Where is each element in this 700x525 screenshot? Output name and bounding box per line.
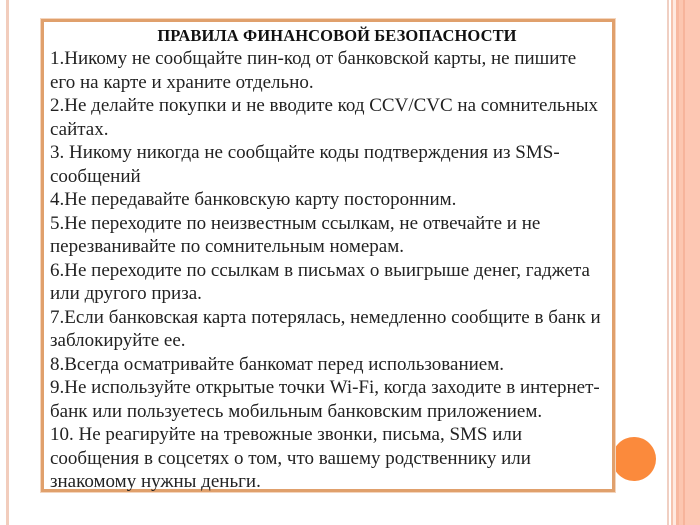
rule-item-1: 1.Никому не сообщайте пин-код от банковской карты, не пишите его на карте и храните отдельно. xyxy=(50,48,577,93)
slide-title: ПРАВИЛА ФИНАНСОВОЙ БЕЗОПАСНОСТИ xyxy=(157,26,517,45)
rule-item-2: 2.Не делайте покупки и не вводите код CCV/CVC на сомнительных сайтах. xyxy=(50,95,599,140)
rule-item-7: 7.Если банковская карта потерялась, немедленно сообщите в банк и заблокируйте ее. xyxy=(50,306,601,351)
rules-list xyxy=(50,47,604,494)
orange-circle-decoration xyxy=(612,437,656,481)
rule-item-5: 5.Не переходите по неизвестным ссылкам, не отвечайте и не перезванивайте по сомнительным номерам. xyxy=(50,212,541,257)
rules-text-box xyxy=(41,19,615,492)
rule-item-6: 6.Не переходите по ссылкам в письмах о выигрыше денег, гаджета или другого приза. xyxy=(50,259,590,304)
rule-item-4: 4.Не передавайте банковскую карту посторонним. xyxy=(50,189,457,210)
left-decorative-line xyxy=(6,0,9,525)
rule-item-3: 3. Никому никогда не сообщайте коды подтверждения из SMS-сообщений xyxy=(50,142,560,187)
rule-item-8: 8.Всегда осматривайте банкомат перед использованием. xyxy=(50,353,504,375)
rule-item-10: 10. Не реагируйте на тревожные звонки, письма, SMS или сообщения в соцсетях о том, что вашему родственнику или знакомому нужны деньги. xyxy=(50,424,531,492)
right-decorative-stripes xyxy=(667,0,700,525)
rule-item-9: 9.Не используйте открытые точки Wi-Fi, когда заходите в интернет-банк или пользуетесь мобильным банковским приложением. xyxy=(50,377,600,422)
